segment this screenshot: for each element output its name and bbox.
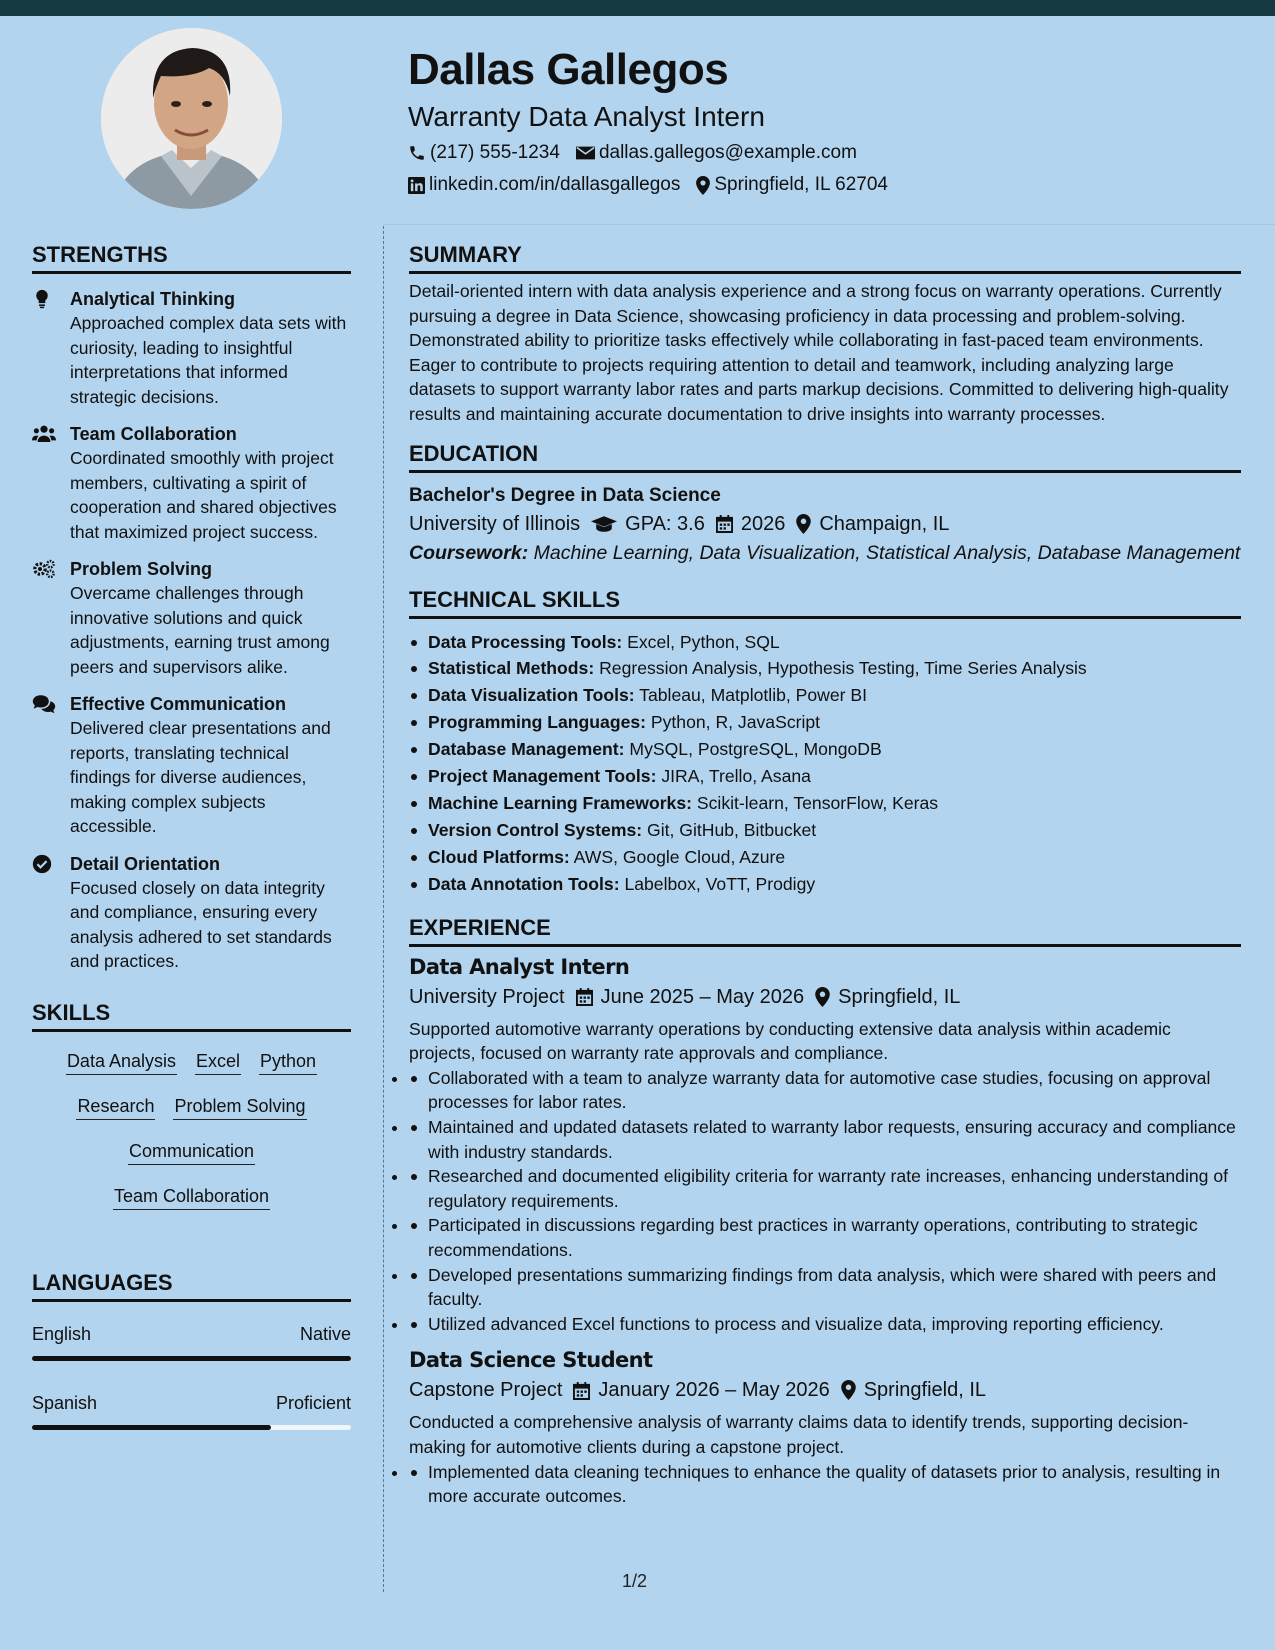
strength-item <box>32 422 351 544</box>
coursework-label: Coursework: <box>409 541 529 564</box>
skills-row <box>32 1130 351 1175</box>
column-divider <box>383 226 384 1592</box>
job-bullets <box>409 1066 1241 1337</box>
phone-icon <box>408 144 426 162</box>
comments-icon <box>32 694 56 714</box>
skills-list <box>32 1040 351 1220</box>
language-name: English <box>32 1323 92 1344</box>
language-proficiency-fill <box>32 1356 351 1361</box>
language-proficiency-fill <box>32 1425 271 1430</box>
phone-number: (217) 555-1234 <box>430 142 560 163</box>
linkedin-contact[interactable] <box>408 174 680 196</box>
gpa: GPA: 3.6 <box>625 512 705 535</box>
job-title: Data Science Student <box>409 1348 653 1373</box>
language-name: Spanish <box>32 1392 98 1413</box>
strength-desc: Coordinated smoothly with project members, cultivating a spirit of cooperation and shared objectives that maximized project success. <box>70 448 337 542</box>
list-item: Version Control Systems: Git, GitHub, Bitbucket <box>409 817 1241 844</box>
email-contact[interactable] <box>576 142 857 164</box>
lightbulb-icon <box>32 289 52 309</box>
job-description: Supported automotive warranty operations by conducting extensive data analysis within academic projects, focused on warranty rate approvals and compliance. <box>409 1018 1171 1064</box>
profile-photo <box>101 28 282 209</box>
map-pin-icon <box>815 987 830 1007</box>
strength-item <box>32 287 351 409</box>
job-meta <box>409 982 1241 1012</box>
school-location: Champaign, IL <box>819 512 950 535</box>
map-pin-icon <box>796 514 811 534</box>
skill-chip: Excel <box>195 1050 241 1075</box>
experience-heading: EXPERIENCE <box>409 913 1241 947</box>
list-item: • Implemented data cleaning techniques to enhance the quality of datasets prior to analysis, resulting in more accurate outcomes. <box>409 1460 1241 1509</box>
skill-chip: Research <box>76 1095 155 1120</box>
list-item: Database Management: MySQL, PostgreSQL, MongoDB <box>409 736 1241 763</box>
calendar-icon <box>573 1381 590 1400</box>
summary-text: Detail-oriented intern with data analysis experience and a strong focus on warranty operations. Currently pursuing a degree in Data Science, showcasing proficiency in data processing and problem-solving. Demonstrated ability to prioritize tasks effectively while collaborating in fast-paced team environments. Eager to contribute to projects requiring attention to detail and teamwork, including analyzing large datasets to support warranty labor rates and parts markup decisions. Committed to delivering high-quality results and maintaining accurate documentation to drive insights into warranty processes. <box>409 281 1229 424</box>
calendar-icon <box>716 514 733 533</box>
right-column <box>409 240 1241 1509</box>
linkedin-icon <box>408 177 425 194</box>
technical-skills-heading: TECHNICAL SKILLS <box>409 585 1241 619</box>
skill-chip: Data Analysis <box>66 1050 177 1075</box>
list-item: Programming Languages: Python, R, JavaScript <box>409 709 1241 736</box>
job-meta <box>409 1375 1241 1405</box>
candidate-name: Dallas Gallegos <box>408 45 729 94</box>
strength-title: Problem Solving <box>70 559 213 579</box>
gears-icon <box>32 559 56 579</box>
strength-desc: Delivered clear presentations and reports, translating technical findings for diverse audiences, making complex subjects accessible. <box>70 718 331 836</box>
summary-heading: SUMMARY <box>409 240 1241 274</box>
list-item: • Collaborated with a team to analyze warranty data for automotive case studies, focusing on approval processes for labor rates. <box>409 1066 1241 1115</box>
list-item: • Utilized advanced Excel functions to process and visualize data, improving reporting efficiency. <box>409 1312 1241 1337</box>
skills-row <box>32 1175 351 1220</box>
list-item: Statistical Methods: Regression Analysis, Hypothesis Testing, Time Series Analysis <box>409 655 1241 682</box>
strength-desc: Approached complex data sets with curiosity, leading to insightful interpretations that informed strategic decisions. <box>70 313 347 407</box>
list-item: Cloud Platforms: AWS, Google Cloud, Azure <box>409 844 1241 871</box>
strength-title: Detail Orientation <box>70 853 221 874</box>
strengths-heading: STRENGTHS <box>32 240 351 274</box>
job-location: Springfield, IL <box>838 985 961 1008</box>
experience-entry <box>409 1345 1241 1508</box>
strength-item <box>32 692 351 839</box>
map-pin-icon <box>696 176 710 195</box>
phone-contact <box>408 142 560 164</box>
job-location: Springfield, IL <box>863 1379 986 1402</box>
job-dates: June 2025 – May 2026 <box>600 985 805 1008</box>
list-item: Data Visualization Tools: Tableau, Matplotlib, Power BI <box>409 682 1241 709</box>
envelope-icon <box>576 145 595 161</box>
language-item <box>32 1322 351 1361</box>
left-column <box>32 240 351 1430</box>
strength-title: Team Collaboration <box>70 424 237 444</box>
graduation-cap-icon <box>591 515 617 533</box>
strength-title: Effective Communication <box>70 694 287 714</box>
skills-row <box>32 1040 351 1085</box>
language-item <box>32 1391 351 1430</box>
linkedin-url[interactable]: linkedin.com/in/dallasgallegos <box>429 174 681 195</box>
header-divider <box>383 224 1275 225</box>
check-circle-icon <box>32 854 52 874</box>
job-org: University Project <box>409 985 565 1008</box>
calendar-icon <box>576 987 593 1006</box>
page-number: 1/2 <box>622 1571 648 1591</box>
language-proficiency-bar <box>32 1425 351 1430</box>
map-pin-icon <box>841 1380 856 1400</box>
strength-item <box>32 557 351 679</box>
list-item: Project Management Tools: JIRA, Trello, Asana <box>409 763 1241 790</box>
list-item: • Participated in discussions regarding best practices in warranty operations, contributing to strategic recommendations. <box>409 1213 1241 1262</box>
strength-desc: Focused closely on data integrity and compliance, ensuring every analysis adhered to set standards and practices. <box>70 877 332 971</box>
job-title: Data Analyst Intern <box>409 954 630 979</box>
list-item: • Developed presentations summarizing findings from data analysis, which were shared with peers and faculty. <box>409 1263 1241 1312</box>
list-item: Machine Learning Frameworks: Scikit-learn, TensorFlow, Keras <box>409 790 1241 817</box>
school-name: University of Illinois <box>409 512 581 535</box>
job-org: Capstone Project <box>409 1379 563 1402</box>
skill-chip: Python <box>259 1050 317 1075</box>
strengths-list <box>32 287 351 974</box>
skill-chip: Problem Solving <box>173 1095 306 1120</box>
graduation-year: 2026 <box>740 512 786 535</box>
job-dates: January 2026 – May 2026 <box>598 1379 830 1402</box>
users-icon <box>32 424 56 444</box>
candidate-title: Warranty Data Analyst Intern <box>408 101 765 132</box>
experience-entry <box>409 952 1241 1337</box>
skill-chip: Communication <box>128 1140 255 1165</box>
job-description: Conducted a comprehensive analysis of warranty claims data to identify trends, supporting decision-making for automotive clients during a capstone project. <box>409 1412 1189 1457</box>
education-heading: EDUCATION <box>409 439 1241 473</box>
technical-skills-list <box>409 629 1241 898</box>
language-level: Native <box>299 1323 351 1344</box>
degree-title: Bachelor's Degree in Data Science <box>409 484 721 506</box>
skill-chip: Team Collaboration <box>113 1185 270 1210</box>
coursework <box>409 541 1241 565</box>
contact-row-2 <box>408 169 1248 201</box>
top-accent-bar <box>0 0 1275 16</box>
location-contact <box>696 174 888 196</box>
language-proficiency-bar <box>32 1356 351 1361</box>
coursework-list: Machine Learning, Data Visualization, Statistical Analysis, Database Management <box>528 541 1241 564</box>
strength-item <box>32 852 351 974</box>
skills-row <box>32 1085 351 1130</box>
job-bullets <box>409 1460 1241 1509</box>
languages-heading: LANGUAGES <box>32 1268 351 1302</box>
list-item: • Maintained and updated datasets related to warranty labor requests, ensuring accuracy and compliance with industry standards. <box>409 1115 1241 1164</box>
education-meta <box>409 509 1241 539</box>
email-address[interactable]: dallas.gallegos@example.com <box>598 142 857 163</box>
resume-header <box>408 40 1248 201</box>
strength-title: Analytical Thinking <box>70 289 236 309</box>
list-item: Data Annotation Tools: Labelbox, VoTT, Prodigy <box>409 871 1241 898</box>
list-item: • Researched and documented eligibility criteria for warranty rate increases, enhancing understanding of regulatory requirements. <box>409 1164 1241 1213</box>
strength-desc: Overcame challenges through innovative solutions and quick adjustments, earning trust among peers and supervisors alike. <box>70 583 330 677</box>
location-text: Springfield, IL 62704 <box>714 174 888 195</box>
list-item: Data Processing Tools: Excel, Python, SQL <box>409 629 1241 656</box>
contact-row-1 <box>408 137 1248 169</box>
skills-heading: SKILLS <box>32 998 351 1032</box>
language-level: Proficient <box>275 1392 351 1413</box>
